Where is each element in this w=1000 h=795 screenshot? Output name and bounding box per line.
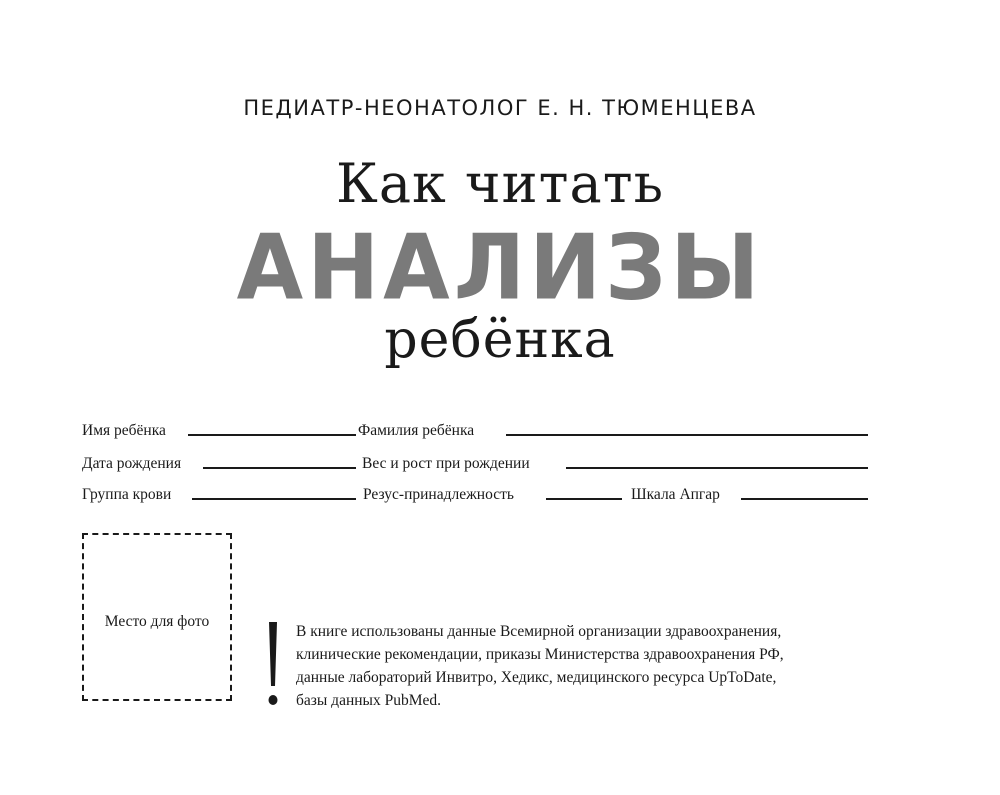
title-line-2: АНАЛИЗЫ — [236, 215, 764, 321]
apgar-score-label: Шкала Апгар — [631, 486, 720, 503]
child-surname-line — [506, 434, 868, 436]
photo-box — [82, 533, 232, 701]
note-line-1: В книге использованы данные Всемирной организации здравоохранения, — [296, 623, 782, 640]
apgar-score-line — [741, 498, 868, 500]
child-name-line — [188, 434, 356, 436]
photo-placeholder-label: Место для фото — [104, 613, 210, 630]
birth-weight-height-line — [566, 467, 868, 469]
author-line: ПЕДИАТР-НЕОНАТОЛОГ Е. Н. ТЮМЕНЦЕВА — [243, 96, 757, 120]
rh-factor-line — [546, 498, 622, 500]
blood-group-line — [192, 498, 356, 500]
birth-date-label: Дата рождения — [82, 455, 182, 472]
note-line-2: клинические рекомендации, приказы Министерства здравоохранения РФ, — [296, 646, 784, 663]
birth-weight-height-label: Вес и рост при рождении — [362, 455, 530, 472]
note-line-4: базы данных PubMed. — [296, 692, 441, 709]
title-line-1: Как читать — [336, 152, 664, 215]
exclamation-icon — [266, 620, 280, 710]
rh-factor-label: Резус-принадлежность — [363, 486, 514, 503]
blood-group-label: Группа крови — [82, 486, 172, 503]
title-line-3: ребёнка — [384, 310, 616, 370]
note-line-3: данные лабораторий Инвитро, Хедикс, медицинского ресурса UpToDate, — [296, 669, 777, 686]
birth-date-line — [203, 467, 356, 469]
child-surname-label: Фамилия ребёнка — [358, 422, 475, 439]
sources-note — [296, 620, 896, 712]
child-name-label: Имя ребёнка — [82, 422, 166, 439]
